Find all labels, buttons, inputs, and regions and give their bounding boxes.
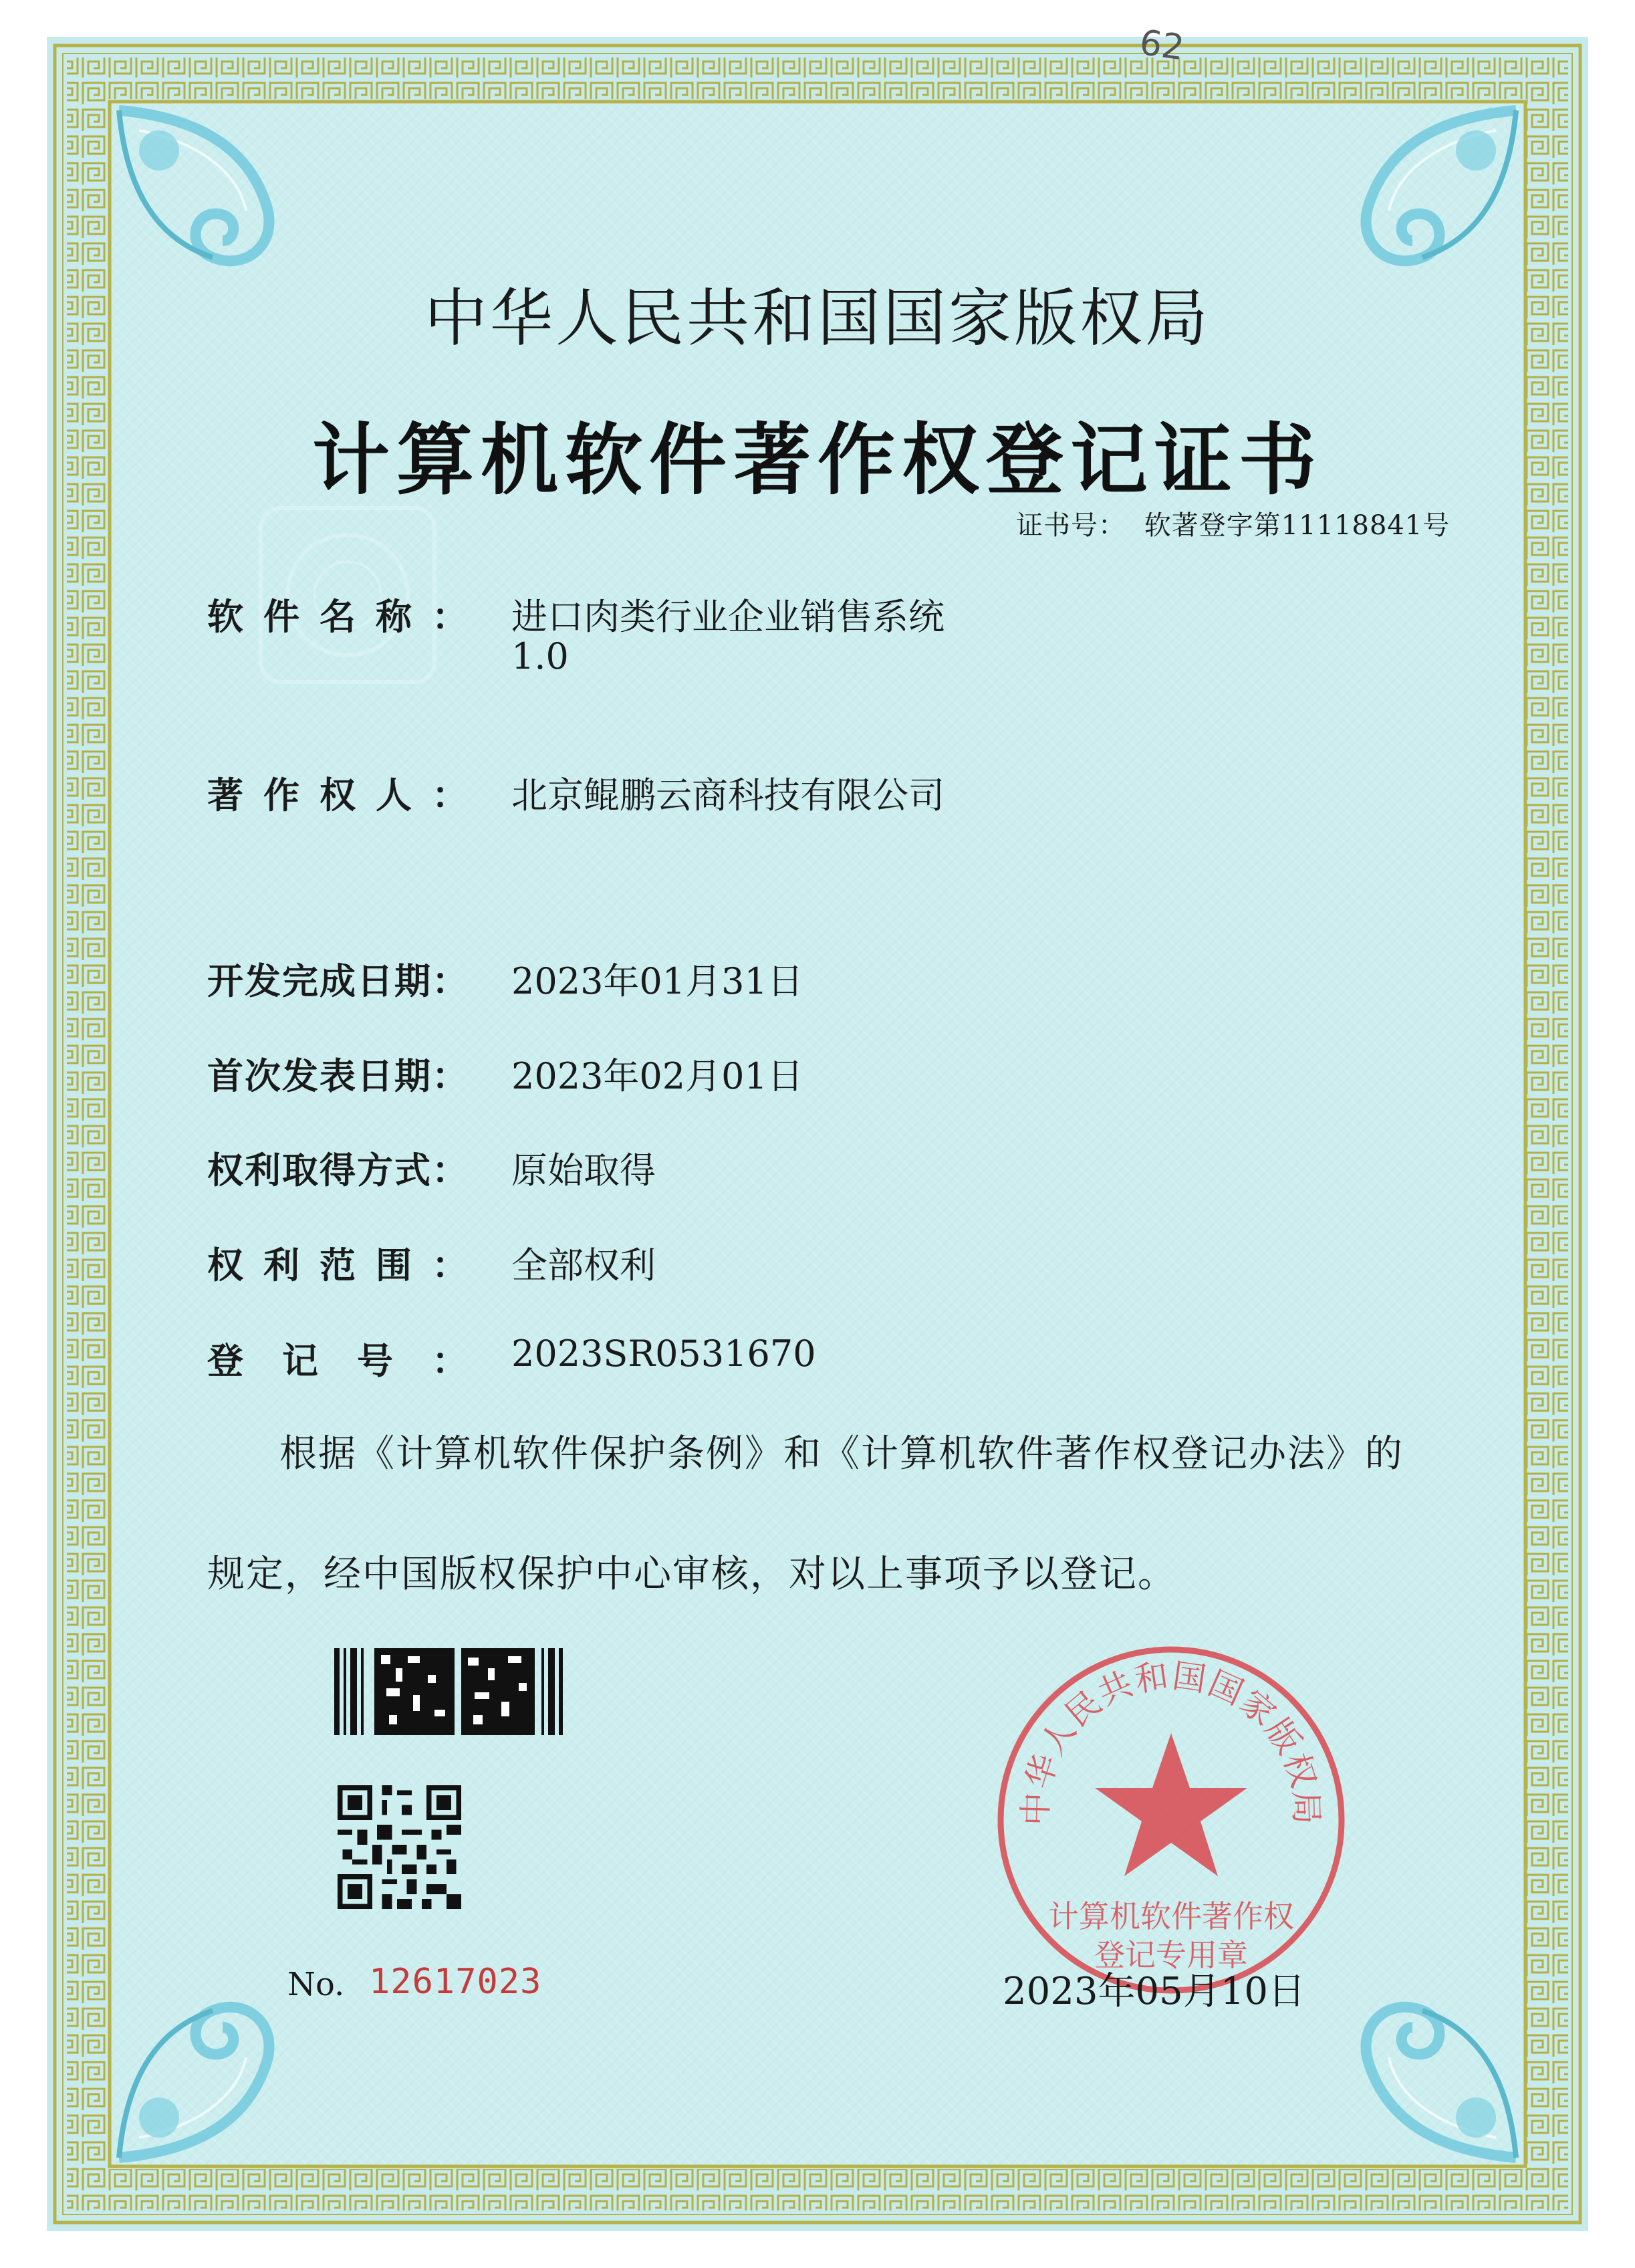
field-label-software-name: 软件名称：: [207, 595, 468, 638]
field-value-acquisition-method: 原始取得: [511, 1149, 656, 1192]
field-label-copyright-owner: 著作权人：: [207, 774, 468, 816]
field-label-registration-number: 登记号：: [207, 1339, 468, 1382]
seal-outer-text: 中华人民共和国国家版权局: [1016, 1656, 1326, 1827]
issue-date: 2023年05月10日: [1003, 1970, 1306, 2013]
field-value-registration-number: 2023SR0531670: [511, 1333, 816, 1375]
seal-inner-line-1: 计算机软件著作权: [1048, 1898, 1294, 1934]
field-value-software-version: 1.0: [511, 635, 569, 677]
serial-number-label: No.: [287, 1966, 345, 2003]
serial-number-value: 12617023: [369, 1962, 542, 2002]
field-value-publication-date: 2023年02月01日: [511, 1055, 803, 1097]
field-value-rights-scope: 全部权利: [511, 1244, 656, 1286]
official-seal: [991, 1639, 1352, 2001]
certificate-number-label: 证书号：: [1016, 510, 1126, 541]
field-label-rights-scope: 权利范围：: [207, 1244, 468, 1286]
field-value-completion-date: 2023年01月31日: [511, 960, 803, 1002]
field-label-acquisition-method: 权利取得方式：: [207, 1149, 468, 1192]
field-label-completion-date: 开发完成日期：: [207, 959, 468, 1002]
handwritten-note: 62: [1137, 22, 1187, 69]
issuing-authority: 中华人民共和国国家版权局: [424, 282, 1211, 355]
certificate-title: 计算机软件著作权登记证书: [312, 415, 1323, 505]
certificate-number: [1016, 504, 1450, 542]
seal-inner-line-2: 登记专用章: [1094, 1937, 1248, 1973]
barcode: [334, 1648, 565, 1735]
field-value-copyright-owner: 北京鲲鹏云商科技有限公司: [511, 774, 945, 816]
seal-star-icon: [1095, 1733, 1247, 1876]
statement-line-1: 根据《计算机软件保护条例》和《计算机软件著作权登记办法》的: [279, 1432, 1404, 1476]
field-value-software-name: 进口肉类行业企业销售系统: [511, 596, 945, 638]
statement-line-2: 规定，经中国版权保护中心审核，对以上事项予以登记。: [207, 1553, 1176, 1596]
field-label-publication-date: 首次发表日期：: [207, 1054, 468, 1097]
certificate-number-value: 软著登字第11118841号: [1144, 510, 1451, 541]
qr-code: [338, 1785, 461, 1909]
